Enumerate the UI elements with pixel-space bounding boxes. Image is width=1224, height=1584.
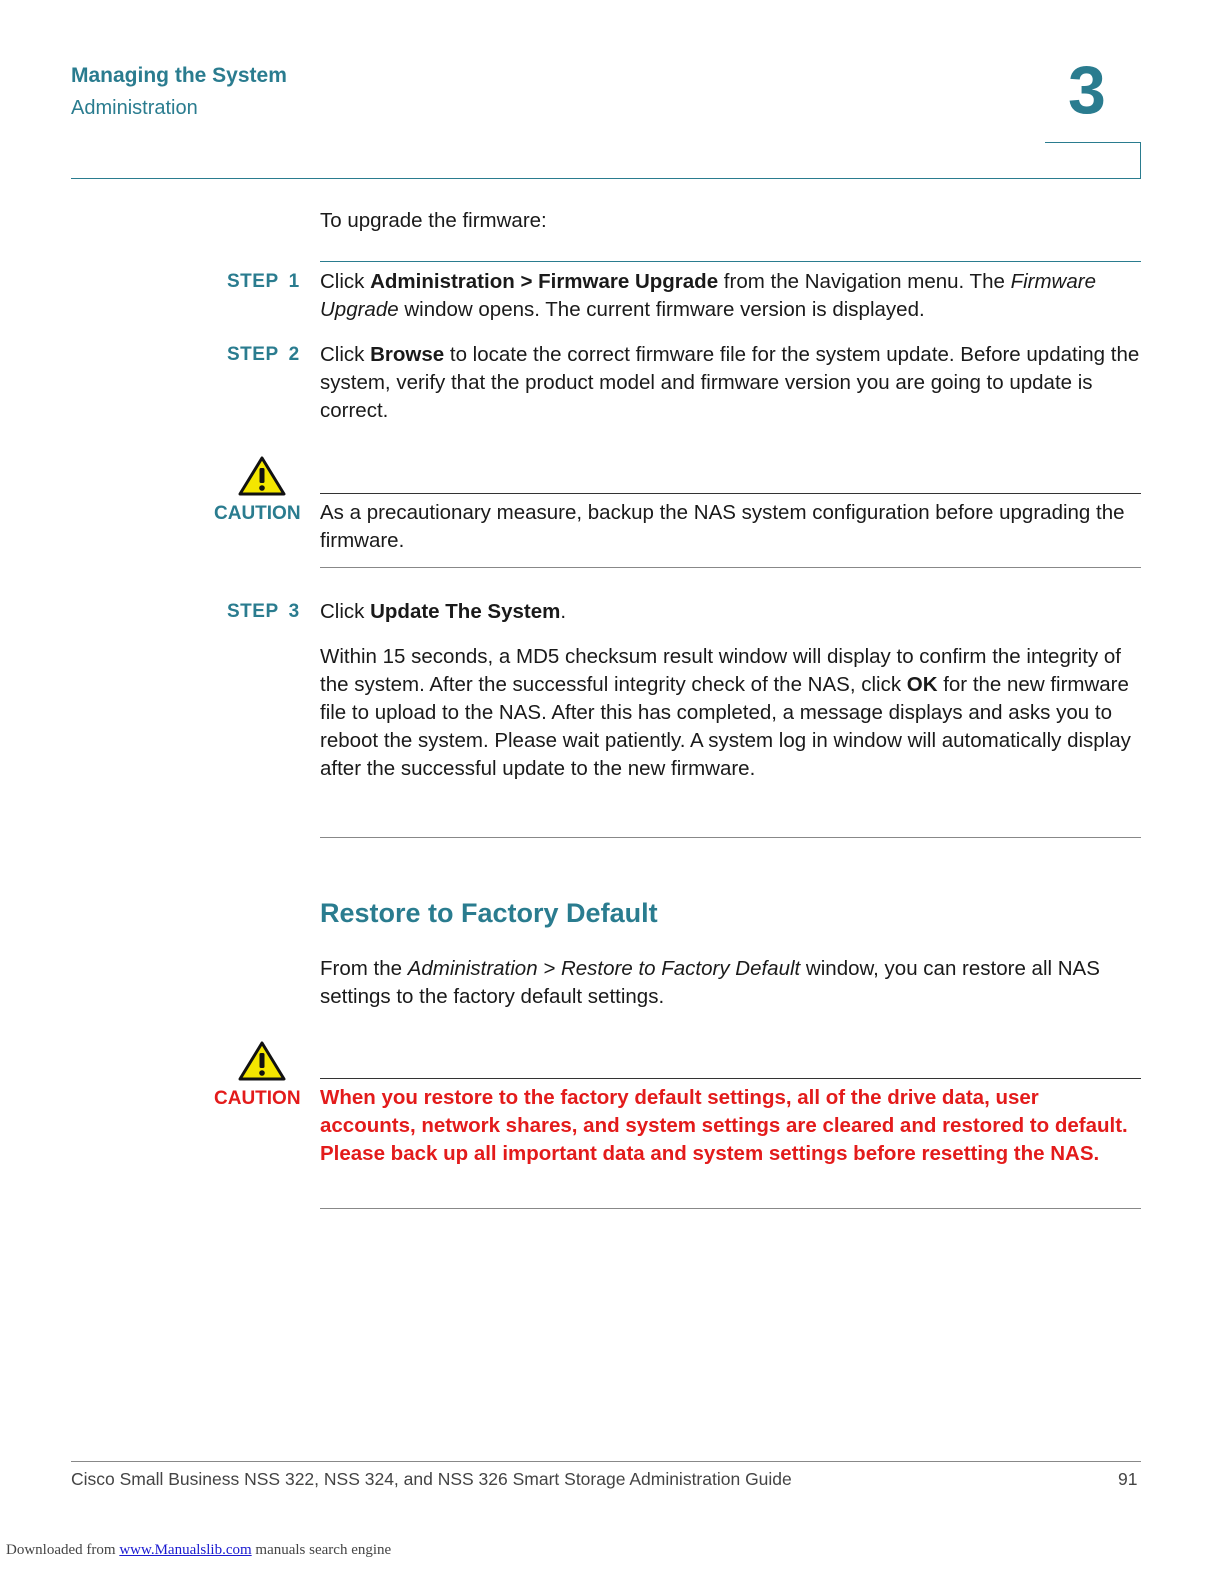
download-suffix: manuals search engine bbox=[251, 1542, 392, 1558]
bold-term: OK bbox=[906, 673, 938, 696]
steps-bottom-rule bbox=[320, 837, 1141, 838]
section-name: Administration bbox=[71, 97, 198, 119]
intro-text: To upgrade the firmware: bbox=[320, 209, 547, 232]
chapter-number: 3 bbox=[1068, 52, 1106, 128]
page-number: 91 bbox=[1118, 1469, 1138, 1489]
step-word: STEP bbox=[227, 344, 279, 365]
text-run: Click bbox=[320, 270, 371, 293]
caution-1-bottom-rule bbox=[320, 567, 1141, 568]
footer-title: Cisco Small Business NSS 322, NSS 324, and NSS 326 Smart Storage Administration Guide bbox=[71, 1469, 792, 1489]
step-number: 1 bbox=[288, 271, 300, 292]
caution-2-bottom-rule bbox=[320, 1208, 1141, 1209]
italic-term: Firmware Upgrade bbox=[320, 270, 1096, 321]
text-run: Click bbox=[320, 343, 371, 366]
step-1-label bbox=[227, 271, 300, 293]
step-3-label bbox=[227, 601, 300, 623]
text-run: Click bbox=[320, 600, 371, 623]
bold-term: Update The System bbox=[370, 600, 561, 623]
step-word: STEP bbox=[227, 271, 279, 292]
bold-term: Browse bbox=[370, 343, 445, 366]
download-note bbox=[6, 1542, 391, 1559]
header-rule bbox=[71, 178, 1141, 179]
restore-description bbox=[320, 955, 1140, 1011]
step-1-text bbox=[320, 268, 1140, 324]
text-run: From the bbox=[320, 957, 408, 980]
bold-term: Administration > Firmware Upgrade bbox=[370, 270, 719, 293]
text-run: to locate the correct firmware file for the system update. Before updating the system, verify that the product model and firmware version you are going to update is correct. bbox=[320, 343, 1140, 422]
caution-1-label: CAUTION bbox=[214, 503, 301, 524]
caution-1-text: As a precautionary measure, backup the NAS system configuration before upgrading the firmware. bbox=[320, 501, 1125, 552]
caution-1-top-rule bbox=[320, 493, 1141, 494]
text-run: window, you can restore all NAS settings to the factory default settings. bbox=[320, 957, 1100, 1008]
step-3-detail bbox=[320, 643, 1140, 783]
steps-top-rule bbox=[320, 261, 1141, 262]
text-run: . bbox=[560, 600, 567, 623]
chapter-title: Managing the System bbox=[71, 64, 287, 87]
text-run: Within 15 seconds, a MD5 checksum result window will display to confirm the integrity of the system. After the successful integrity check of the NAS, click bbox=[320, 645, 1121, 696]
text-run: window opens. The current firmware version is displayed. bbox=[398, 298, 925, 321]
step-word: STEP bbox=[227, 601, 279, 622]
text-run: from the Navigation menu. The bbox=[718, 270, 1011, 293]
step-2-label bbox=[227, 344, 300, 366]
download-prefix: Downloaded from bbox=[6, 1542, 120, 1558]
step-2-text bbox=[320, 341, 1140, 425]
warning-icon bbox=[238, 1041, 286, 1081]
step-3-text bbox=[320, 598, 1140, 626]
italic-term: Administration > Restore to Factory Default bbox=[407, 957, 801, 980]
section-title-restore: Restore to Factory Default bbox=[320, 898, 658, 928]
caution-2-label: CAUTION bbox=[214, 1088, 301, 1109]
warning-icon bbox=[238, 456, 286, 496]
step-number: 2 bbox=[288, 344, 300, 365]
text-run: for the new firmware file to upload to the NAS. After this has completed, a message displays and asks you to reboot the system. Please wait patiently. A system log in window will automatically display after the successful update to the new firmware. bbox=[320, 673, 1131, 780]
manualslib-link[interactable]: www.Manualslib.com bbox=[119, 1542, 252, 1558]
footer-rule bbox=[71, 1461, 1141, 1462]
caution-2-text: When you restore to the factory default settings, all of the drive data, user accounts, network shares, and system settings are cleared and restored to default. Please back up all important data and system settings before resetting the NAS. bbox=[320, 1086, 1128, 1165]
step-number: 3 bbox=[288, 601, 300, 622]
caution-2-top-rule bbox=[320, 1078, 1141, 1079]
chapter-number-box bbox=[1045, 142, 1141, 178]
